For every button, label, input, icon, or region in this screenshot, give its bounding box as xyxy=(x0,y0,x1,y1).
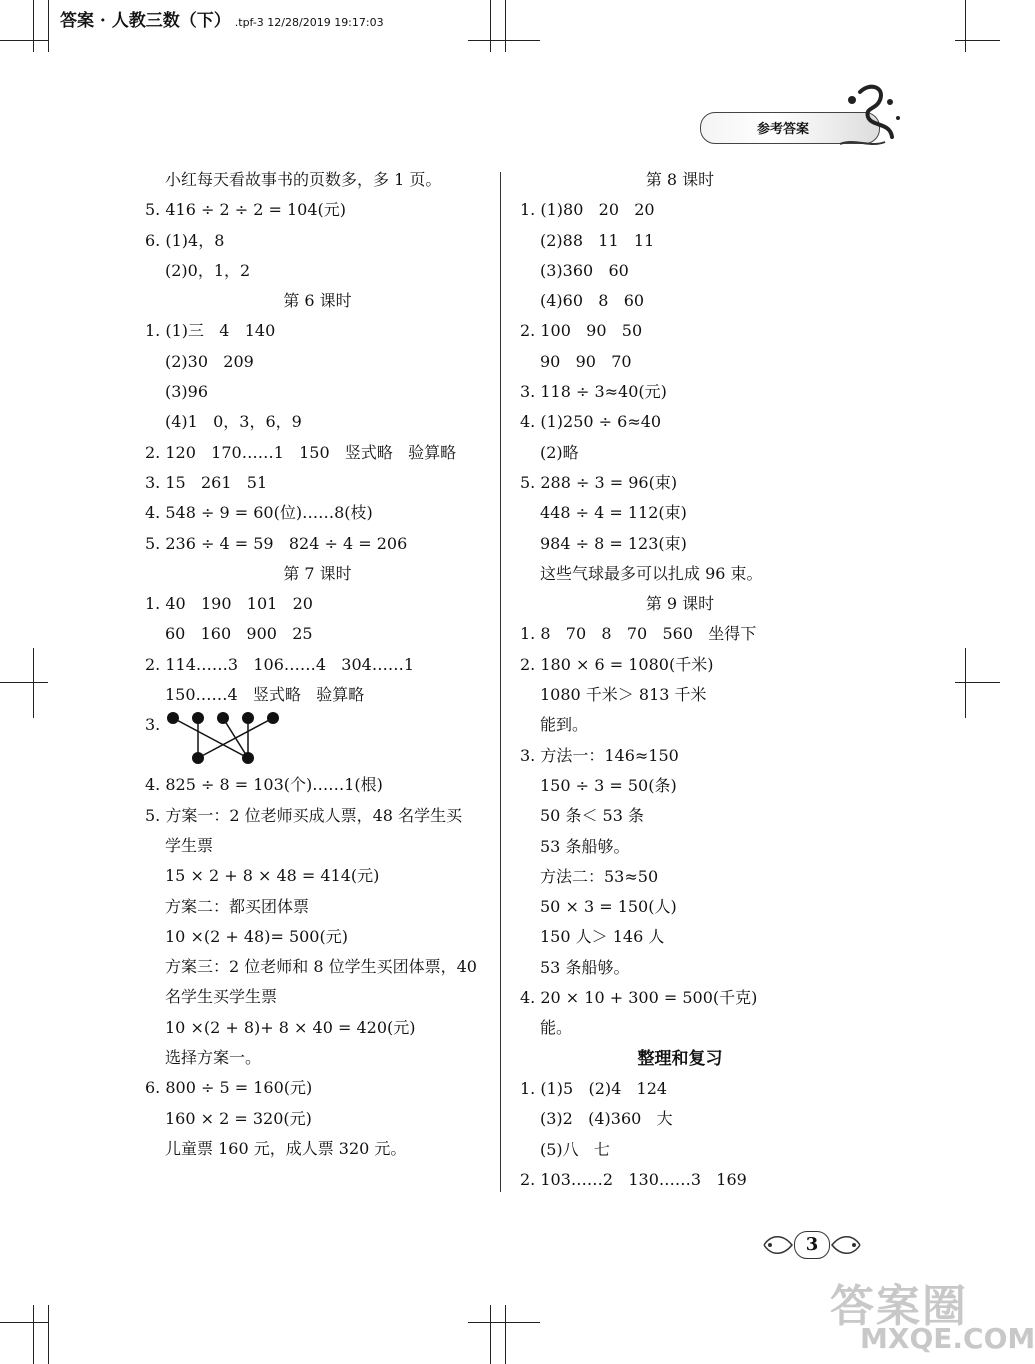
watermark-text: 答案圈 xyxy=(830,1281,968,1332)
matching-dot xyxy=(217,712,229,724)
answer-line: 4. 548 ÷ 9 = 60(位)……8(枝) xyxy=(145,503,373,523)
page-header xyxy=(60,6,384,31)
matching-dot xyxy=(267,712,279,724)
answer-line: (5)八 七 xyxy=(540,1139,610,1159)
answer-line: 1. 40 190 101 20 xyxy=(145,594,313,614)
answer-line: 小红每天看故事书的页数多，多 1 页。 xyxy=(165,170,442,189)
answer-line: (4)1 0，3，6，9 xyxy=(165,412,302,432)
answer-line: 4. 20 × 10 + 300 = 500(千克) xyxy=(520,988,758,1008)
answer-line: 53 条船够。 xyxy=(540,836,630,856)
crop-mark xyxy=(955,40,1000,41)
header-meta: .tpf-3 12/28/2019 19:17:03 xyxy=(234,16,384,29)
crop-mark xyxy=(965,648,966,718)
crop-mark xyxy=(505,1305,506,1364)
crop-mark xyxy=(505,0,506,52)
section-heading: 第 7 课时 xyxy=(283,563,352,583)
answer-line: 3. 15 261 51 xyxy=(145,472,268,492)
answer-line: 984 ÷ 8 = 123(束) xyxy=(540,533,687,553)
banner-label: 参考答案 xyxy=(757,122,810,137)
matching-dot xyxy=(192,712,204,724)
matching-dot xyxy=(242,712,254,724)
answer-line: 1080 千米＞ 813 千米 xyxy=(540,685,707,705)
crop-mark xyxy=(965,0,966,52)
answer-line: 150 ÷ 3 = 50(条) xyxy=(540,775,677,795)
answer-line: 2. 103……2 130……3 169 xyxy=(520,1169,747,1189)
answer-line: 4. (1)250 ÷ 6≈40 xyxy=(520,412,662,432)
answer-line: 5. 416 ÷ 2 ÷ 2 = 104(元) xyxy=(145,200,347,220)
crop-mark xyxy=(0,40,48,41)
answer-line: 15 × 2 + 8 × 48 = 414(元) xyxy=(165,866,380,886)
answer-line: 6. (1)4，8 xyxy=(145,230,225,250)
answer-line: (2)88 11 11 xyxy=(540,230,655,250)
answer-line: (3)2 (4)360 大 xyxy=(540,1109,673,1129)
crop-mark xyxy=(33,0,34,52)
crop-mark xyxy=(48,1305,49,1364)
crop-mark xyxy=(468,40,540,41)
watermark-url: MXQE.COM xyxy=(860,1322,1035,1355)
answer-line: 方案二：都买团体票 xyxy=(165,896,310,916)
matching-dot xyxy=(192,752,204,764)
answer-line: 4. 825 ÷ 8 = 103(个)……1(根) xyxy=(145,775,383,795)
answer-line: 150……4 竖式略 验算略 xyxy=(165,685,365,705)
page-number: 3 xyxy=(794,1231,830,1259)
crop-mark xyxy=(48,0,49,52)
section-heading: 整理和复习 xyxy=(637,1048,723,1069)
answer-line: 53 条船够。 xyxy=(540,957,630,977)
matching-diagram xyxy=(165,710,305,766)
section-heading: 第 6 课时 xyxy=(283,291,352,311)
page-number-ornament xyxy=(762,1225,862,1265)
answer-line: 能到。 xyxy=(540,715,589,735)
answer-line: 5. 236 ÷ 4 = 59 824 ÷ 4 = 206 xyxy=(145,533,408,553)
answer-line: 2. 114……3 106……4 304……1 xyxy=(145,654,415,674)
answer-line: (3)96 xyxy=(165,382,209,402)
crop-mark xyxy=(468,1322,540,1323)
answer-line: 3. 方法一：146≈150 xyxy=(520,745,679,765)
answer-line: 90 90 70 xyxy=(540,351,632,371)
answer-line: 选择方案一。 xyxy=(165,1048,262,1068)
answer-line: 2. 100 90 50 xyxy=(520,321,643,341)
answer-line: 1. (1)5 (2)4 124 xyxy=(520,1078,668,1098)
answer-line: 5. 288 ÷ 3 = 96(束) xyxy=(520,472,678,492)
answer-line: 1. 8 70 8 70 560 坐得下 xyxy=(520,624,757,644)
watermark xyxy=(800,1270,1035,1360)
crop-mark xyxy=(955,682,1000,683)
matching-dot xyxy=(167,712,179,724)
crop-mark xyxy=(490,0,491,52)
right-column xyxy=(520,165,840,1195)
answer-line: 儿童票 160 元，成人票 320 元。 xyxy=(165,1138,407,1158)
answer-line: 6. 800 ÷ 5 = 160(元) xyxy=(145,1078,313,1098)
answer-line: 160 × 2 = 320(元) xyxy=(165,1108,312,1128)
answer-line: 学生票 xyxy=(165,835,214,855)
answer-line: (2)略 xyxy=(540,442,579,462)
answer-line: 10 ×(2 + 48)= 500(元) xyxy=(165,926,348,946)
answer-line: 50 × 3 = 150(人) xyxy=(540,897,677,917)
answer-line: 150 人＞ 146 人 xyxy=(540,927,665,947)
answer-line: 1. (1)80 20 20 xyxy=(520,200,655,220)
section-heading: 第 9 课时 xyxy=(645,594,715,614)
answer-line: 1. (1)三 4 140 xyxy=(145,321,276,341)
answer-line: 60 160 900 25 xyxy=(165,624,313,644)
answer-line: 名学生买学生票 xyxy=(165,987,278,1007)
answer-line: 方案三：2 位老师和 8 位学生买团体票，40 xyxy=(165,957,477,977)
crop-mark xyxy=(0,682,48,683)
answer-line: 3. 118 ÷ 3≈40(元) xyxy=(520,382,667,402)
answer-line: 448 ÷ 4 = 112(束) xyxy=(540,503,687,523)
answer-line: 10 ×(2 + 8)+ 8 × 40 = 420(元) xyxy=(165,1017,416,1037)
matching-dot xyxy=(242,752,254,764)
crop-mark xyxy=(490,1305,491,1364)
answer-line: 这些气球最多可以扎成 96 束。 xyxy=(540,563,763,583)
answer-line: (2)0，1，2 xyxy=(165,260,251,280)
crop-mark xyxy=(33,648,34,718)
answer-number: 3. xyxy=(145,715,161,735)
answer-line: 50 条＜ 53 条 xyxy=(540,806,644,826)
answer-line: 5. 方案一：2 位老师买成人票，48 名学生买 xyxy=(145,805,463,825)
header-title: 答案 · 人教三数（下） xyxy=(60,11,231,31)
crop-mark xyxy=(0,1322,48,1323)
ink-splash-icon xyxy=(830,82,910,152)
answer-line: (2)30 209 xyxy=(165,351,254,371)
answer-line: 能。 xyxy=(540,1018,573,1038)
column-divider xyxy=(500,172,501,1192)
matching-diagram-line xyxy=(145,710,490,770)
answer-line: (3)360 60 xyxy=(540,260,629,280)
left-column xyxy=(145,165,490,1164)
crop-mark xyxy=(33,1305,34,1364)
answer-line: (4)60 8 60 xyxy=(540,291,645,311)
answer-line: 2. 120 170……1 150 竖式略 验算略 xyxy=(145,442,457,462)
answer-line: 方法二：53≈50 xyxy=(540,866,659,886)
answer-line: 2. 180 × 6 = 1080(千米) xyxy=(520,654,714,674)
section-heading: 第 8 课时 xyxy=(645,170,715,189)
